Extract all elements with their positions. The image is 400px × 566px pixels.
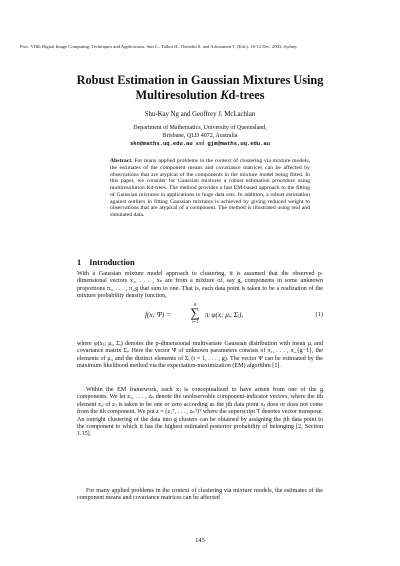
paragraph-where: where φ(xⱼ; μᵢ, Σᵢ) denotes the p-dimensional multivariate Gaussian distribution with mean μᵢ and covariance matrix Σᵢ. Here the vector Ψ of unknown parameters consists of π₁, . . . , π_{g−1}, the elements of μᵢ, and the distinct elements of Σᵢ (i = 1, . . . , g). The vector Ψ can be estimated by the maximum likelihood method via the expectation-maximization (EM) algorithm [1].: [77, 341, 323, 370]
sum-lower-limit: i=1: [191, 319, 199, 324]
proceedings-header: Proc. VIIth Digital Image Computing: Techniques and Applications, Sun C., Talbot H., Ourselin S. and Adriaansen T. (Eds.), 10-12 Dec. 2003, Sydney: [20, 44, 298, 49]
title-line-2: [60, 88, 340, 103]
affiliation-city: Brisbane, QLD 4072, Australia: [162, 132, 238, 139]
section-heading: [77, 258, 135, 267]
abstract: [110, 158, 310, 219]
paper-title: [60, 73, 340, 102]
section-number: 1: [77, 258, 82, 267]
equation-lhs: f(x; Ψ) =: [145, 311, 171, 319]
summation-symbol: [187, 301, 203, 324]
title-line-1: Robust Estimation in Gaussian Mixtures Using: [76, 73, 324, 87]
sigma-glyph: ∑: [190, 305, 200, 320]
paragraph-applied-problems: For many applied problems in the context of clustering via mixture models, the estimates of the component means and covariance matrices can be affected: [77, 488, 323, 502]
sum-upper-limit: g: [193, 301, 197, 306]
title-kd-italic: K: [220, 87, 229, 102]
title-line-2-suffix: d-trees: [228, 87, 265, 102]
paragraph-em-framework: Within the EM framework, each xⱼ is conceptualized to have arisen from one of the g components. We let z₁, . . . , zₙ denote the unobservable component-indicator vectors, where the ith element zᵢⱼ of zⱼ is taken to be one or zero according as the jth data point xⱼ does or does not come from the ith component. We put z = (z₁ᵀ, . . . , zₙᵀ)ᵀ where the superscript T denotes vector transpose. An outright clustering of the data into g clusters can be obtained by assigning the jth data point to the component to which it has the highest estimated posterior probability of belonging [2, Section 1.15].: [77, 387, 323, 438]
affiliation: [60, 125, 340, 149]
title-line-2-prefix: Multiresolution: [135, 87, 221, 102]
section-title: Introduction: [89, 258, 135, 267]
affiliation-dept: Department of Mathematics, University of Queensland,: [133, 125, 267, 131]
page-number: 145: [195, 537, 205, 544]
email-and: and: [195, 141, 205, 148]
affiliation-emails: [60, 140, 340, 149]
equation-mixture-density: [77, 299, 323, 333]
email-link-2[interactable]: gjm@maths.uq.edu.au: [207, 140, 271, 148]
author-names: Shu-Kay Ng and Geoffrey J. McLachlan: [144, 111, 256, 118]
equation-rhs: πᵢ φ(x; μᵢ, Σᵢ),: [205, 311, 244, 319]
paragraph-intro: With a Gaussian mixture model approach to clustering, it is assumed that the observed p-dimensional vectors x₁, . . . , xₙ are from a mixture of, say g, components in some unknown proportions π₁, . . . , π_g that sum to one. That is, each data point is taken to be a realization of the mixture probability density function,: [77, 271, 323, 300]
abstract-text: For many applied problems in the context of clustering via mixture models, the estimates of the component means and covariance matrices can be affected by observations that are atypical of the components in the mixture model being fitted. In this paper, we consider for Gaussian mixtures a robust estimation procedure using multiresolution Kd-trees. The method provides a fast EM-based approach to the fitting of Gaussian mixtures in applications to huge data sets. In addition, a robust estimation against outliers in fitting Gaussian mixtures is achieved by giving reduced weight to observations that are atypical of a component. The method is illustrated using real and simulated data.: [110, 158, 310, 218]
email-link-1[interactable]: skn@maths.uq.edu.au: [129, 140, 193, 148]
equation-number: (1): [315, 311, 323, 318]
abstract-label: Abstract.: [110, 158, 133, 164]
